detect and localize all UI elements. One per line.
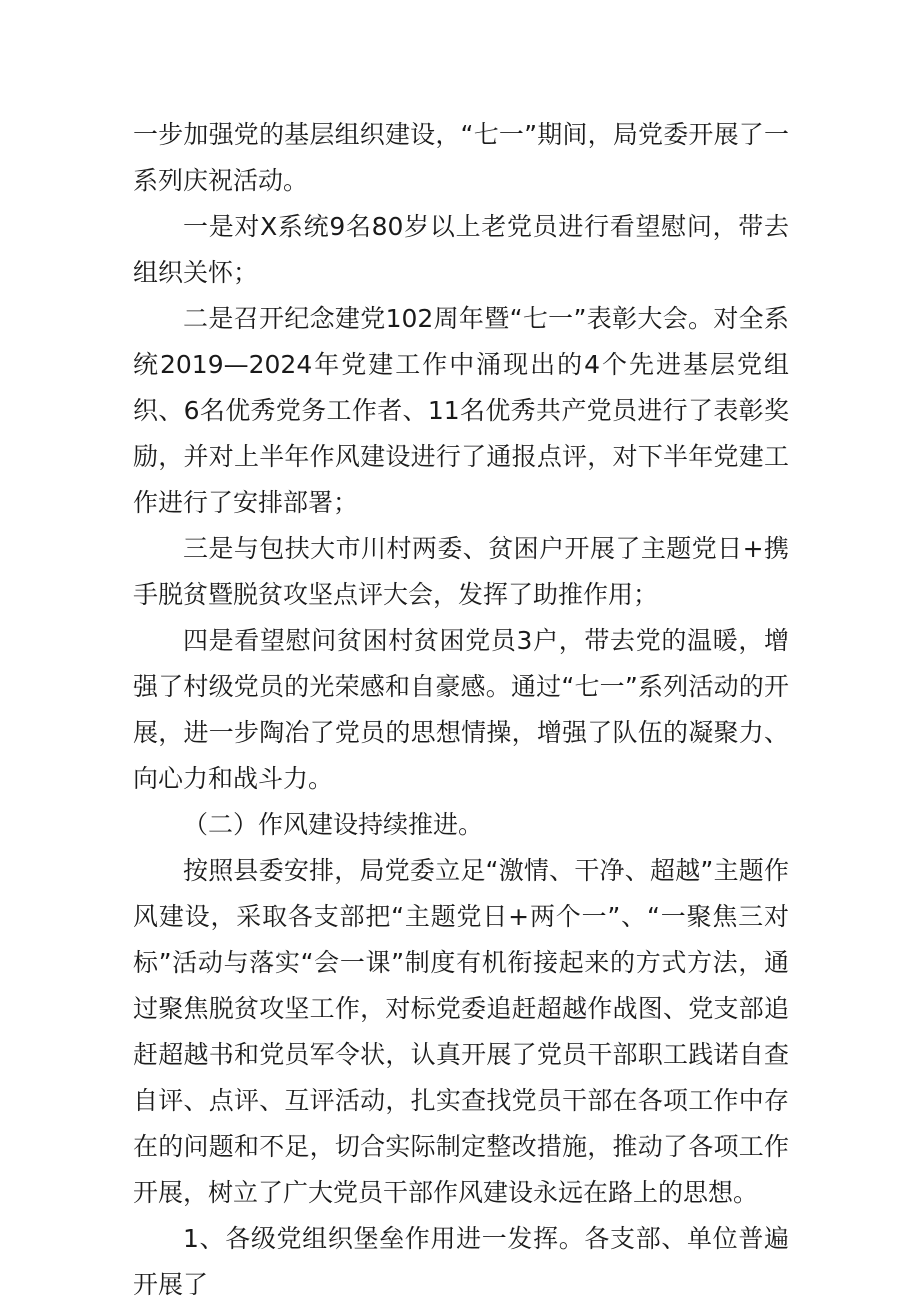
paragraph-item-four: 四是看望慰问贫困村贫困党员3户，带去党的温暖，增强了村级党员的光荣感和自豪感。通过“七一”系列活动的开展，进一步陶冶了党员的思想情操，增强了队伍的凝聚力、向心力和战斗力。 <box>133 626 789 793</box>
document-body <box>133 112 789 1308</box>
paragraph-item-two: 二是召开纪念建党102周年暨“七一”表彰大会。对全系统2019—2024年党建工作中涌现出的4个先进基层党组织、6名优秀党务工作者、11名优秀共产党员进行了表彰奖励，并对上半年作风建设进行了通报点评，对下半年党建工作进行了安排部署； <box>133 304 789 517</box>
paragraph-item-one: 一是对X系统9名80岁以上老党员进行看望慰问，带去组织关怀； <box>133 212 789 287</box>
paragraph-work-style: 按照县委安排，局党委立足“激情、干净、超越”主题作风建设，采取各支部把“主题党日+两个一”、“一聚焦三对标”活动与落实“会一课”制度有机衔接起来的方式方法，通过聚焦脱贫攻坚工作，对标党委追赶超越作战图、党支部追赶超越书和党员军令状，认真开展了党员干部职工践诺自查自评、点评、互评活动，扎实查找党员干部在各项工作中存在的问题和不足，切合实际制定整改措施，推动了各项工作开展，树立了广大党员干部作风建设永远在路上的思想。 <box>133 856 789 1207</box>
section-heading: （二）作风建设持续推进。 <box>183 810 484 839</box>
paragraph-continuation: 一步加强党的基层组织建设，“七一”期间，局党委开展了一系列庆祝活动。 <box>133 120 789 195</box>
paragraph-item-three: 三是与包扶大市川村两委、贫困户开展了主题党日+携手脱贫暨脱贫攻坚点评大会，发挥了助推作用； <box>133 534 789 609</box>
paragraph-subsection-one: 1、各级党组织堡垒作用进一发挥。各支部、单位普遍开展了 <box>133 1224 789 1299</box>
